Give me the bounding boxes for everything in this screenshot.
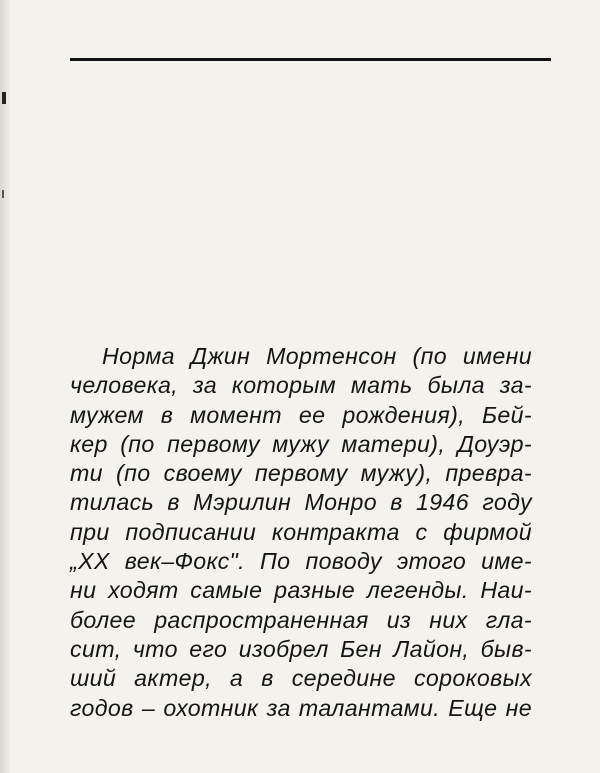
text-line: человека, за которым мать была за- <box>70 372 532 399</box>
page-binding-edge <box>0 0 10 773</box>
body-paragraph <box>70 342 532 723</box>
text-line: „XX век–Фокс". По поводу этого име- <box>70 548 532 575</box>
text-line: при подписании контракта с фирмой <box>70 518 532 545</box>
text-line: мужем в момент ее рождения), Бей- <box>70 401 532 428</box>
binding-mark <box>2 92 6 104</box>
text-line: более распространенная из них гла- <box>70 606 532 633</box>
binding-mark <box>2 190 4 198</box>
text-line: тилась в Мэрилин Монро в 1946 году <box>70 489 532 516</box>
header-rule <box>70 58 551 61</box>
text-line: ти (по своему первому мужу), превра- <box>70 460 532 487</box>
text-line: ни ходят самые разные легенды. Наи- <box>70 577 532 604</box>
text-line: кер (по первому мужу матери), Доуэр- <box>70 430 532 457</box>
text-line: Норма Джин Мортенсон (по имени <box>102 343 532 369</box>
text-line: годов – охотник за талантами. Еще не <box>70 694 532 721</box>
text-line: ший актер, а в середине сороковых <box>70 665 532 692</box>
text-line: сит, что его изобрел Бен Лайон, быв- <box>70 635 532 662</box>
